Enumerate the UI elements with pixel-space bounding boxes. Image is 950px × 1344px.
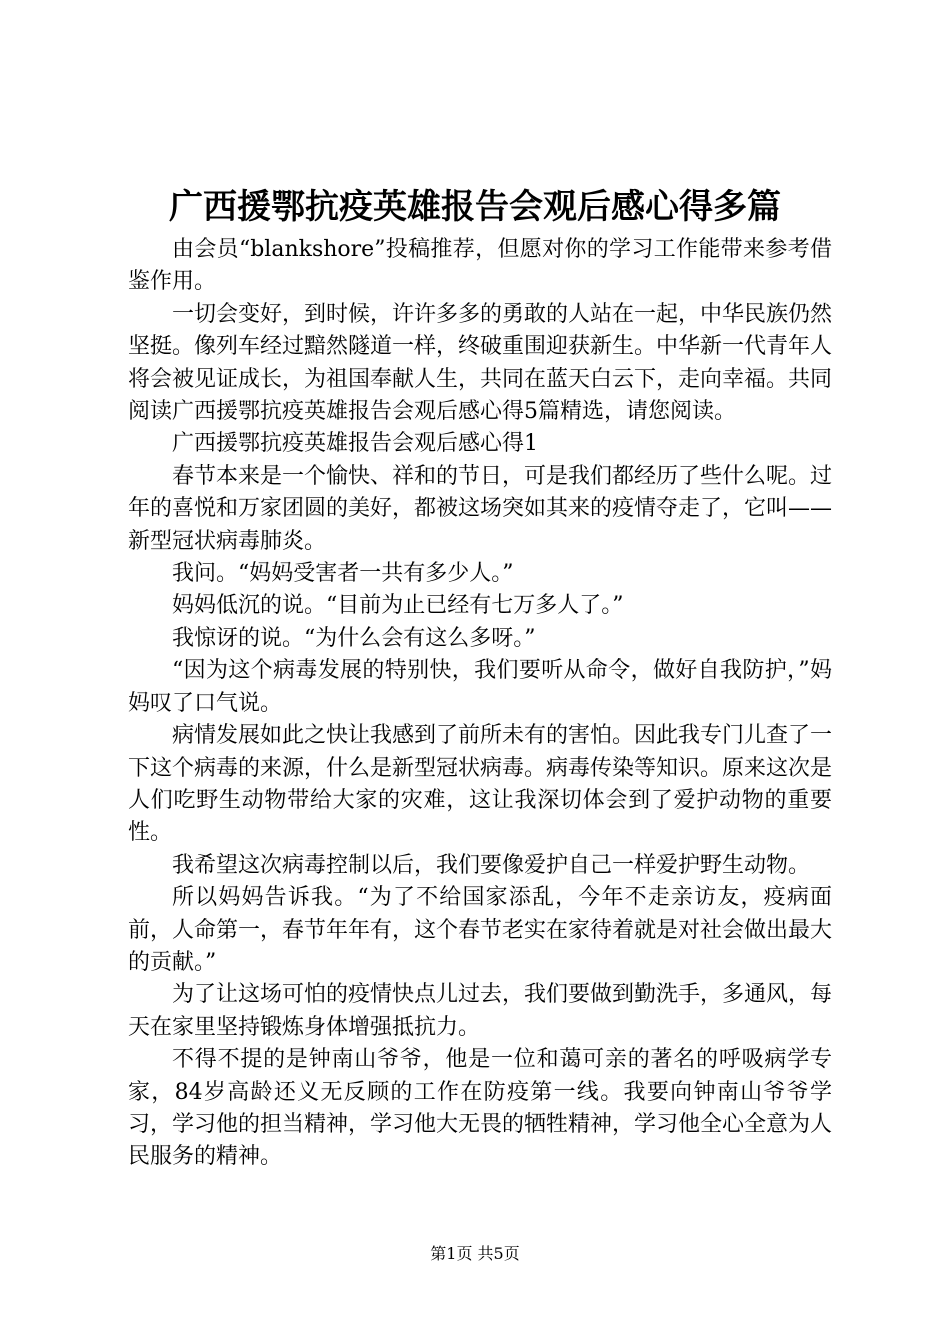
paragraph-summary: 一切会变好，到时候，许许多多的勇敢的人站在一起，中华民族仍然坚挺。像列车经过黯然隧道一样，终破重围迎获新生。中华新一代青年人将会被见证成长，为祖国奉献人生，共同在蓝天白云下，走向幸福。共同阅读广西援鄂抗疫英雄报告会观后感心得5篇精选，请您阅读。 [128,301,833,425]
paragraph: 我希望这次病毒控制以后，我们要像爱护自己一样爱护野生动物。 [172,852,811,878]
document-title: 广西援鄂抗疫英雄报告会观后感心得多篇 [169,187,781,227]
section-heading: 广西援鄂抗疫英雄报告会观后感心得1 [172,431,538,457]
paragraph: 不得不提的是钟南山爷爷，他是一位和蔼可亲的著名的呼吸病学专家，84岁高龄还义无反顾的工作在防疫第一线。我要向钟南山爷爷学习，学习他的担当精神，学习他大无畏的牺牲精神，学习他全心全意为人民服务的精神。 [128,1047,833,1170]
paragraph: 病情发展如此之快让我感到了前所未有的害怕。因此我专门儿查了一下这个病毒的来源，什么是新型冠状病毒。病毒传染等知识。原来这次是人们吃野生动物带给大家的灾难，这让我深切体会到了爱护动物的重要性。 [128,723,833,846]
paragraph-intro: 由会员“blankshore”投稿推荐，但愿对你的学习工作能带来参考借鉴作用。 [128,237,832,295]
paragraph: 我问。“妈妈受害者一共有多少人。” [172,561,514,587]
page-number: 第1页 共5页 [430,1244,520,1263]
paragraph: “因为这个病毒发展的特别快，我们要听从命令，做好自我防护，”妈妈叹了口气说。 [128,658,832,716]
page-footer [0,1243,950,1265]
paragraph: 为了让这场可怕的疫情快点儿过去，我们要做到勤洗手，多通风，每天在家里坚持锻炼身体增强抵抗力。 [128,982,833,1040]
paragraph: 妈妈低沉的说。“目前为止已经有七万多人了。” [172,593,624,619]
paragraph: 我惊讶的说。“为什么会有这么多呀。” [172,625,536,651]
paragraph: 所以妈妈告诉我。“为了不给国家添乱，今年不走亲访友，疫病面前，人命第一，春节年年有，这个春节老实在家待着就是对社会做出最大的贡献。” [128,885,833,975]
paragraph: 春节本来是一个愉快、祥和的节日，可是我们都经历了些什么呢。过年的喜悦和万家团圆的美好，都被这场突如其来的疫情夺走了，它叫——新型冠状病毒肺炎。 [128,463,833,554]
document-body [128,234,832,1174]
